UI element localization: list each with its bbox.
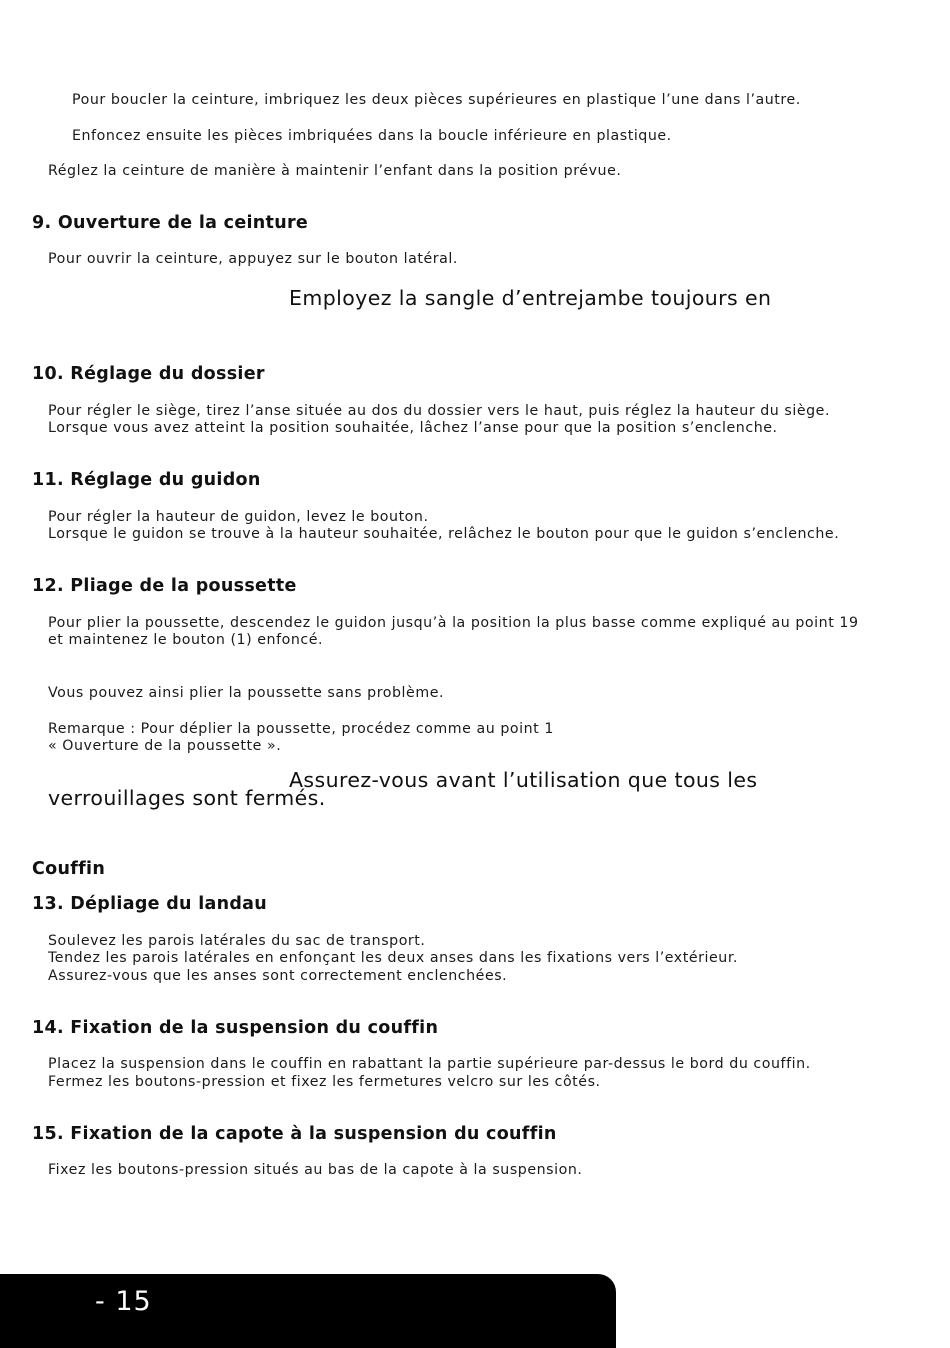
section-text: Lorsque vous avez atteint la position souhaitée, lâchez l’anse pour que la position s’enclenche. bbox=[48, 420, 778, 436]
section-heading: 11. Réglage du guidon bbox=[32, 470, 261, 490]
page-number: - 15 bbox=[95, 1286, 152, 1317]
section-text: Tendez les parois latérales en enfonçant les deux anses dans les fixations vers l’extérieur. bbox=[48, 950, 738, 966]
section-heading: 15. Fixation de la capote à la suspension du couffin bbox=[32, 1124, 557, 1144]
section-text: Pour régler le siège, tirez l’anse située au dos du dossier vers le haut, puis réglez la hauteur du siège. bbox=[48, 403, 831, 419]
subsection-title: Couffin bbox=[32, 859, 106, 879]
instruction-line: Pour boucler la ceinture, imbriquez les deux pièces supérieures en plastique l’une dans l’autre. bbox=[72, 92, 801, 108]
section-text: Pour ouvrir la ceinture, appuyez sur le bouton latéral. bbox=[48, 251, 458, 267]
section-text: Pour plier la poussette, descendez le guidon jusqu’à la position la plus basse comme expliqué au point 19 bbox=[48, 615, 859, 631]
section-heading: 9. Ouverture de la ceinture bbox=[32, 213, 309, 233]
section-heading: 13. Dépliage du landau bbox=[32, 894, 268, 914]
section-text: Lorsque le guidon se trouve à la hauteur souhaitée, relâchez le bouton pour que le guidon s’enclenche. bbox=[48, 526, 840, 542]
footer-bar bbox=[0, 1274, 616, 1348]
warning-note: Employez la sangle d’entrejambe toujours en bbox=[289, 286, 772, 310]
warning-note: Assurez-vous avant l’utilisation que tous les bbox=[289, 768, 758, 792]
instruction-line: Réglez la ceinture de manière à maintenir l’enfant dans la position prévue. bbox=[48, 163, 622, 179]
section-heading: 14. Fixation de la suspension du couffin bbox=[32, 1018, 439, 1038]
section-text: Pour régler la hauteur de guidon, levez le bouton. bbox=[48, 509, 429, 525]
section-text: Remarque : Pour déplier la poussette, procédez comme au point 1 bbox=[48, 721, 554, 737]
section-text: et maintenez le bouton (1) enfoncé. bbox=[48, 632, 324, 648]
section-text: Vous pouvez ainsi plier la poussette sans problème. bbox=[48, 685, 445, 701]
section-heading: 10. Réglage du dossier bbox=[32, 364, 265, 384]
section-text: Soulevez les parois latérales du sac de transport. bbox=[48, 933, 426, 949]
section-text: Assurez-vous que les anses sont correctement enclenchées. bbox=[48, 968, 508, 984]
warning-note: verrouillages sont fermés. bbox=[48, 786, 326, 810]
section-text: Fixez les boutons-pression situés au bas de la capote à la suspension. bbox=[48, 1162, 583, 1178]
section-heading: 12. Pliage de la poussette bbox=[32, 576, 297, 596]
section-text: Fermez les boutons-pression et fixez les fermetures velcro sur les côtés. bbox=[48, 1074, 601, 1090]
section-text: Placez la suspension dans le couffin en rabattant la partie supérieure par-dessus le bord du couffin. bbox=[48, 1056, 811, 1072]
instruction-line: Enfoncez ensuite les pièces imbriquées dans la boucle inférieure en plastique. bbox=[72, 128, 672, 144]
section-text: « Ouverture de la poussette ». bbox=[48, 738, 282, 754]
